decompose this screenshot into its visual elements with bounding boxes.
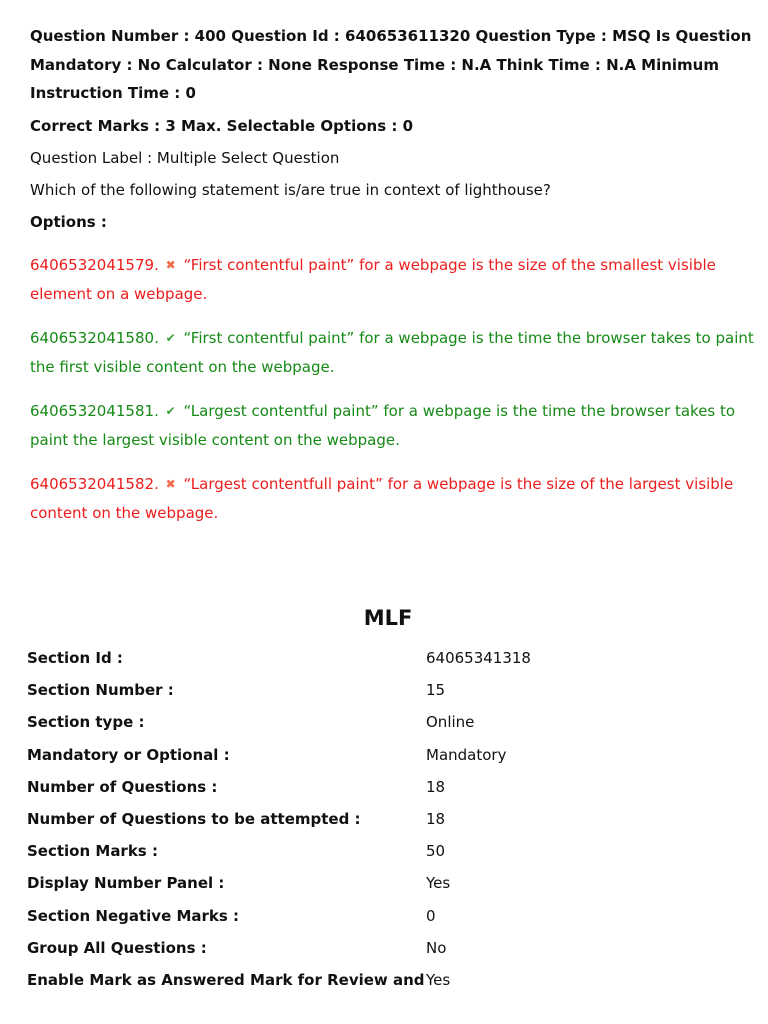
row-value: 18: [426, 810, 446, 829]
row-label: Mandatory or Optional :: [27, 745, 230, 764]
table-row: [27, 900, 747, 932]
row-value: 50: [426, 842, 446, 861]
row-label: Section Negative Marks :: [27, 906, 240, 925]
options-heading: Options :: [30, 213, 107, 231]
option-text: “Largest contentfull paint” for a webpage is the size of the largest visible content on the webpage.: [30, 475, 734, 522]
row-value: 15: [426, 681, 446, 700]
table-row: [27, 964, 747, 996]
option-text: “First contentful paint” for a webpage is the size of the smallest visible element on a webpage.: [30, 256, 716, 303]
row-value: 64065341318: [426, 649, 531, 668]
row-label: Section Number :: [27, 681, 174, 700]
table-row: [27, 642, 747, 674]
row-value: Yes: [426, 874, 451, 893]
row-label: Section Id :: [27, 649, 123, 668]
option-item: [30, 251, 755, 309]
row-label: Number of Questions to be attempted :: [27, 810, 361, 829]
question-marks: Correct Marks : 3 Max. Selectable Options : 0: [30, 116, 414, 135]
checkmark-icon: ✔: [165, 331, 176, 345]
row-value: 0: [426, 906, 436, 925]
option-item: [30, 397, 755, 455]
question-text: Which of the following statement is/are true in context of lighthouse?: [30, 181, 551, 199]
row-value: 18: [426, 777, 446, 796]
table-row: [27, 835, 747, 867]
table-row: [27, 771, 747, 803]
section-title: MLF: [363, 606, 413, 630]
row-value: Mandatory: [426, 745, 507, 764]
row-value: Yes: [426, 970, 451, 989]
table-row: [27, 739, 747, 771]
question-label: Question Label : Multiple Select Question: [30, 149, 340, 167]
option-id: 6406532041579.: [30, 256, 159, 274]
row-label: Enable Mark as Answered Mark for Review and: [27, 970, 425, 989]
row-label: Display Number Panel :: [27, 874, 225, 893]
question-block: [30, 22, 755, 528]
question-meta: Question Number : 400 Question Id : 640653611320 Question Type : MSQ Is Question Mandatory : No Calculator : None Response Time : N.A Think Time : N.A Minimum Instruction Time : 0: [30, 27, 752, 102]
row-label: Section type :: [27, 713, 145, 732]
table-row: [27, 803, 747, 835]
option-text: “First contentful paint” for a webpage is the time the browser takes to paint the first visible content on the webpage.: [30, 329, 754, 376]
option-text: “Largest contentful paint” for a webpage is the time the browser takes to paint the largest visible content on the webpage.: [30, 402, 736, 449]
checkmark-icon: ✔: [165, 404, 176, 418]
option-id: 6406532041582.: [30, 475, 159, 493]
option-item: [30, 470, 755, 528]
cross-icon: ✖: [165, 477, 176, 491]
table-row: [27, 867, 747, 899]
row-label: Section Marks :: [27, 842, 158, 861]
row-value: Online: [426, 713, 475, 732]
table-row: [27, 674, 747, 706]
row-label: Group All Questions :: [27, 938, 207, 957]
row-label: Number of Questions :: [27, 777, 218, 796]
cross-icon: ✖: [165, 258, 176, 272]
section-info-table: [27, 642, 747, 996]
table-row: [27, 932, 747, 964]
table-row: [27, 706, 747, 738]
option-id: 6406532041581.: [30, 402, 159, 420]
row-value: No: [426, 938, 447, 957]
option-item: [30, 324, 755, 382]
option-id: 6406532041580.: [30, 329, 159, 347]
